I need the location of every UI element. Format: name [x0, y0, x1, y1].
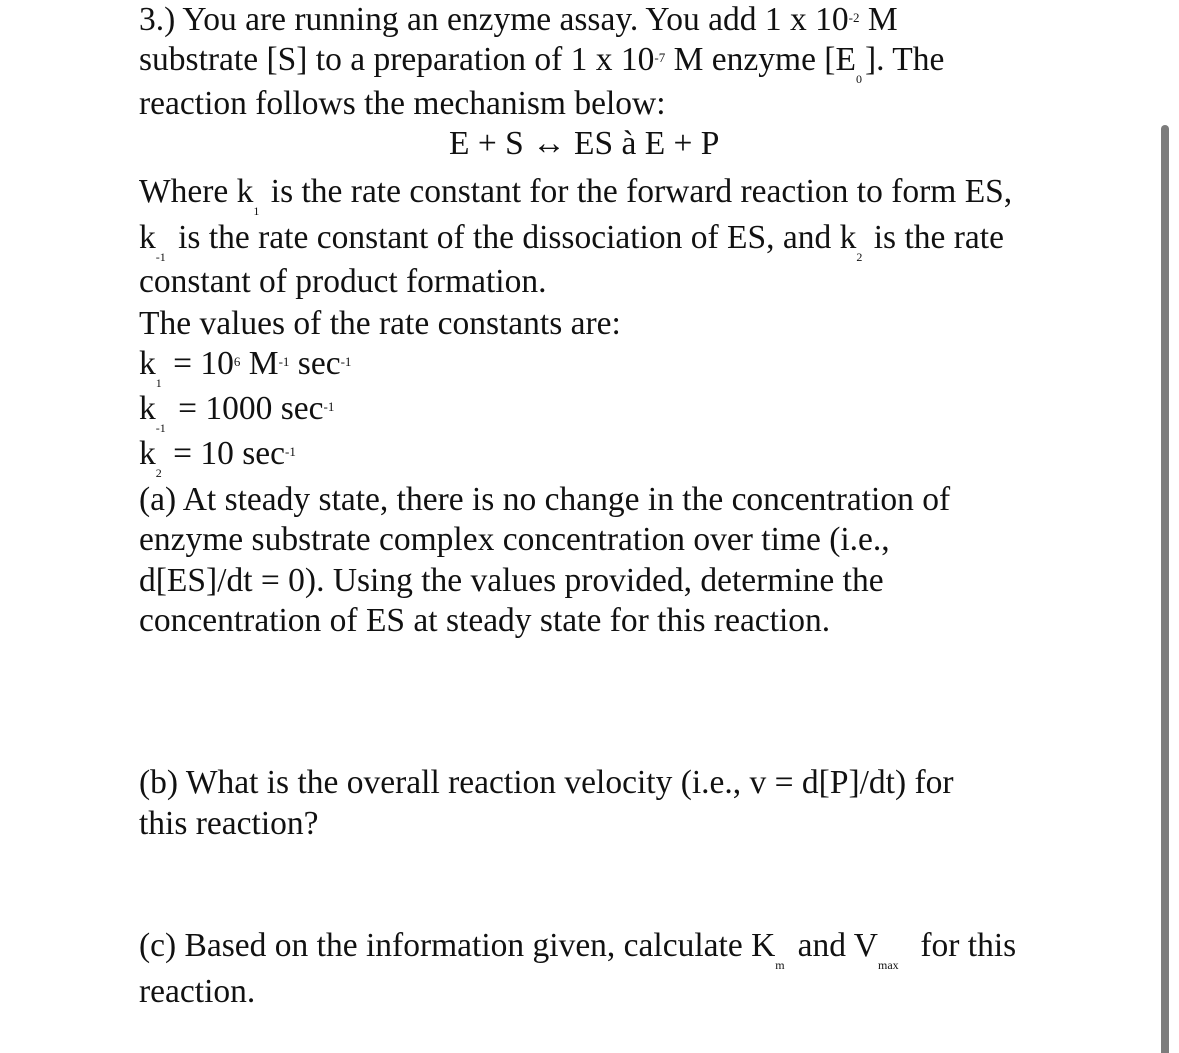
intro-line-3: reaction follows the mechanism below:: [139, 85, 666, 122]
rate-k2: k2 = 10 $\sec^{-1}$: [139, 435, 296, 480]
question-number: 3.): [139, 1, 176, 38]
rates-heading: The values of the rate constants are:: [139, 305, 621, 342]
part-b-line-2: this reaction?: [139, 805, 319, 842]
part-a-line-3: d[ES]/dt = 0). Using the values provided, determine the: [139, 562, 884, 599]
vertical-scrollbar[interactable]: [1161, 125, 1169, 1053]
part-a-line-2: enzyme substrate complex concentration over time (i.e.,: [139, 521, 890, 558]
mechanism-equation: E + S ↔ ES à E + P: [449, 125, 720, 162]
part-c-line-2: reaction.: [139, 973, 256, 1010]
rate-k-minus-1: k-1 = 1000 $\sec^{-1}$: [139, 390, 335, 435]
rate-k1: $k1 = 10^6$ $M^{-1}$ $\sec^{-1}$: [139, 345, 352, 390]
explanation-line-3: constant of product formation.: [139, 263, 547, 300]
intro-line-1: 3.) You are running an enzyme assay. You add 1 x $10^{-2}$ M: [139, 1, 898, 38]
explanation-line-2: k-1 is the rate constant of the dissociation of ES, and k2 is the rate: [139, 219, 1004, 264]
part-b-line-1: (b) What is the overall reaction velocity (i.e., v = d[P]/dt) for: [139, 764, 954, 801]
part-c-line-1: (c) Based on the information given, calculate Km and Vmax for this: [139, 927, 1017, 972]
part-a-line-4: concentration of ES at steady state for this reaction.: [139, 602, 831, 639]
part-a-line-1: (a) At steady state, there is no change in the concentration of: [139, 481, 951, 518]
explanation-line-1: Where k1 is the rate constant for the forward reaction to form ES,: [139, 173, 1013, 218]
intro-line-2: substrate [S] to a preparation of 1 x $10^{-7}$ M enzyme [E0]. The: [139, 41, 945, 86]
